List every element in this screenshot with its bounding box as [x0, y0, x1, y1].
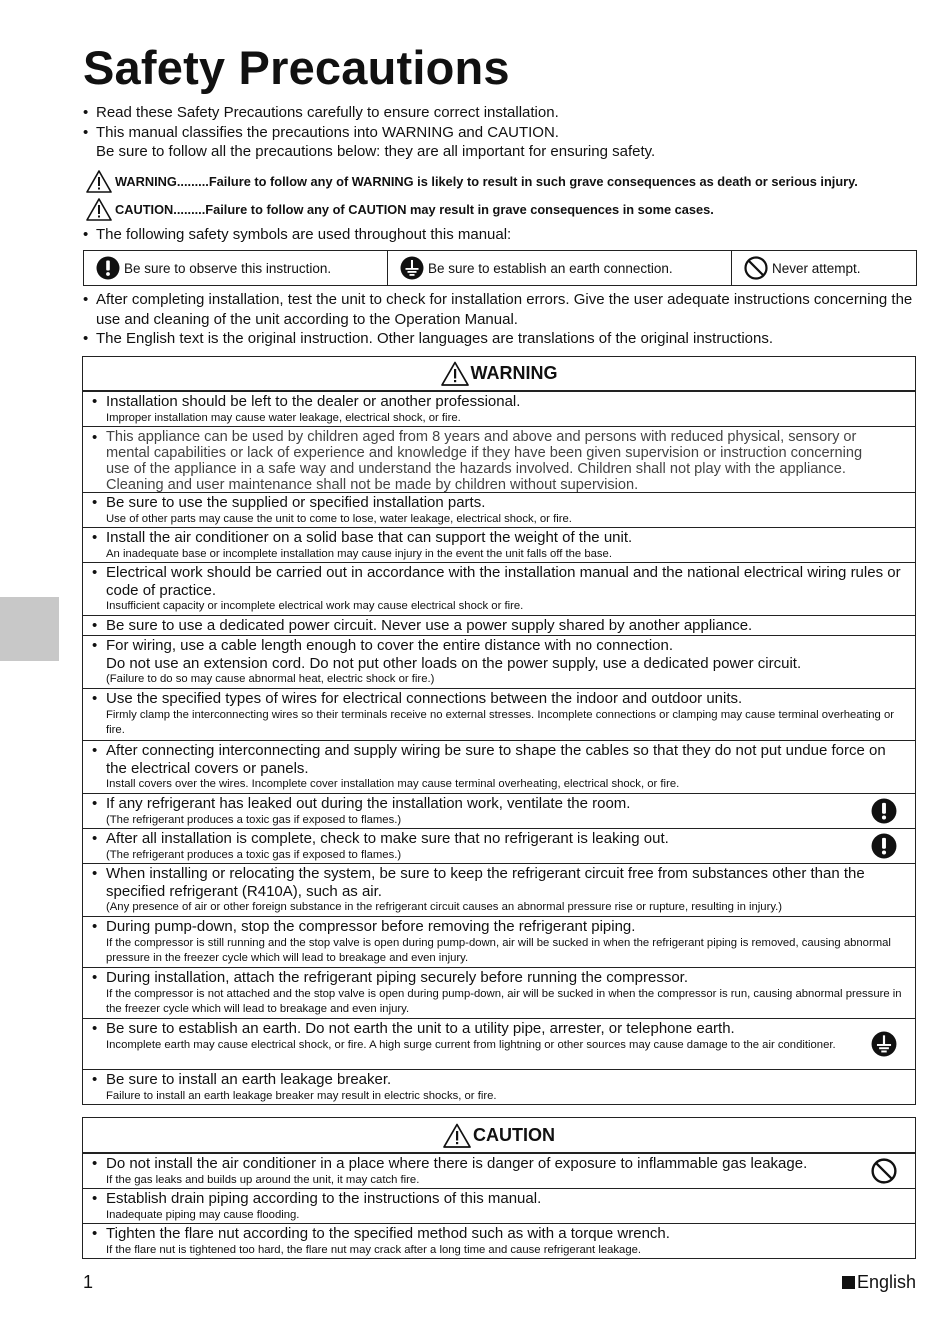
caution-item: • Tighten the flare nut according to the specified method such as with a torque wrench. If the flare nut is tightened too hard, the flare nut may crack after a long time and cause refrigerant leakage. [83, 1223, 915, 1258]
item-main: Electrical work should be carried out in accordance with the installation manual and the national electrical wiring rules or code of practice. [106, 564, 901, 599]
language-text: English [856, 1272, 916, 1292]
item-main: After all installation is complete, check to make sure that no refrigerant is leaking out. [106, 830, 669, 847]
warning-item: • Use the specified types of wires for electrical connections between the indoor and outdoor units. Firmly clamp the interconnecting wires so their terminals receive no external stresses. Incomplete connections or clamping may cause terminal overheating or fire. [83, 688, 915, 740]
item-sub: Inadequate piping may cause flooding. [106, 1208, 300, 1221]
page-title: Safety Precautions [83, 41, 510, 94]
symbols-intro-text: The following safety symbols are used throughout this manual: [96, 226, 512, 243]
warning-item: • For wiring, use a cable length enough to cover the entire distance with no connection. Do not use an extension cord. Do not put other loads on the power supply, use a dedicated power circuit. (Failure to do so may cause abnormal heat, electric shock or fire.) [83, 635, 915, 688]
warning-box [82, 356, 916, 1105]
warning-item: • When installing or relocating the system, be sure to keep the refrigerant circuit free from substances other than the specified refrigerant (R410A), such as air. (Any presence of air or other foreign substance in the refrigerant circuit causes an abnormal pressure rise or rupture, resulting in injury.) [83, 863, 915, 916]
item-sub: Install covers over the wires. Incomplete cover installation may cause terminal overheating, electrical shock, or fire. [106, 778, 680, 790]
item-main: When installing or relocating the system, be sure to keep the refrigerant circuit free from substances other than the specified refrigerant (R410A), such as air. [106, 865, 865, 900]
page-number: 1 [83, 1272, 94, 1292]
symbols-intro: • The following safety symbols are used throughout this manual: [83, 225, 923, 245]
section-tab [0, 597, 59, 661]
item-main: During installation, attach the refrigerant piping securely before running the compressor. [106, 969, 688, 986]
item-sub: If the compressor is still running and the stop valve is open during pump-down, air will be sucked in when the refrigerant piping is removed, causing abnormal pressure in the freezer cycle which will lead to breakage and even injury. [106, 936, 891, 964]
notes-list [83, 290, 923, 349]
symbols-table [83, 250, 917, 286]
item-sub: (The refrigerant produces a toxic gas if exposed to flames.) [106, 813, 402, 826]
warning-level-text: Failure to follow any of WARNING is likely to result in such grave consequences as death or serious injury. [208, 174, 858, 189]
item-main: Install the air conditioner on a solid base that can support the weight of the unit. [106, 529, 633, 546]
item-main: Be sure to use a dedicated power circuit. Never use a power supply shared by another appliance. [106, 617, 753, 634]
caution-box-header [83, 1118, 915, 1153]
square-bullet-icon [842, 1276, 855, 1289]
item-main: This appliance can be used by children aged from 8 years and above and persons with reduced physical, sensory or mental capabilities or lack of experience and knowledge if they have been given supervision or instruction concerning use of the appliance in a safe way and understand the hazards involved. Children shall not play with the appliance. Cleaning and user maintenance shall not be made by children without supervision. [106, 429, 863, 493]
caution-level-label: CAUTION......... [115, 202, 206, 217]
note-item: • The English text is the original instruction. Other languages are translations of the original instructions. [83, 329, 923, 349]
item-sub: An inadequate base or incomplete installation may cause injury in the event the unit falls off the base. [106, 547, 612, 560]
caution-item: • Establish drain piping according to the instructions of this manual. Inadequate piping may cause flooding. [83, 1188, 915, 1223]
warning-item: • During pump-down, stop the compressor before removing the refrigerant piping. If the compressor is still running and the stop valve is open during pump-down, air will be sucked in when the refrigerant piping is removed, causing abnormal pressure in the freezer cycle which will lead to breakage and even injury. [83, 916, 915, 967]
caution-level-definition [86, 198, 714, 221]
intro-list [83, 103, 923, 162]
warning-box-title: WARNING [470, 363, 558, 383]
intro-text: Be sure to follow all the precautions below: they are all important for ensuring safety. [96, 143, 656, 160]
warning-level-label: WARNING......... [115, 174, 209, 189]
intro-text: This manual classifies the precautions into WARNING and CAUTION. [96, 123, 559, 141]
intro-item: • This manual classifies the precautions into WARNING and CAUTION. [83, 123, 923, 143]
language-label [842, 1272, 916, 1293]
symbol-cell [731, 251, 916, 285]
item-main: For wiring, use a cable length enough to cover the entire distance with no connection. [106, 637, 674, 654]
warning-item: • After connecting interconnecting and supply wiring be sure to shape the cables so that they do not put undue force on the electrical covers or panels. Install covers over the wires. Incomplete cover installation may cause terminal overheating, electrical shock, or fire. [83, 740, 915, 793]
item-sub: If the compressor is not attached and the stop valve is open during pump-down, air will be sucked in when the compressor is run, causing abnormal pressure in the freezer cycle which will lead to breakage and even injury. [106, 987, 902, 1015]
caution-triangle-icon [86, 198, 112, 221]
caution-item: • Do not install the air conditioner in a place where there is danger of exposure to inflammable gas leakage. If the gas leaks and builds up around the unit, it may catch fire. [83, 1153, 915, 1188]
item-main: Be sure to install an earth leakage breaker. [106, 1071, 392, 1088]
caution-triangle-icon [443, 1123, 471, 1148]
item-main: Do not install the air conditioner in a place where there is danger of exposure to inflammable gas leakage. [106, 1155, 808, 1172]
item-main: During pump-down, stop the compressor before removing the refrigerant piping. [106, 918, 636, 935]
item-main: Be sure to establish an earth. Do not earth the unit to a utility pipe, arrester, or telephone earth. [106, 1020, 735, 1037]
symbol-label: Be sure to establish an earth connection. [428, 260, 673, 276]
prohibited-icon [871, 1158, 897, 1184]
item-main: Use the specified types of wires for electrical connections between the indoor and outdoor units. [106, 690, 743, 707]
item-main: Installation should be left to the dealer or another professional. [106, 393, 521, 410]
item-main: Tighten the flare nut according to the specified method such as with a torque wrench. [106, 1225, 670, 1242]
intro-item [83, 142, 923, 162]
caution-level-text: Failure to follow any of CAUTION may result in grave consequences in some cases. [205, 202, 714, 217]
symbol-cell [84, 251, 387, 285]
warning-item: • Be sure to use a dedicated power circuit. Never use a power supply shared by another appliance. [83, 615, 915, 635]
item-sub: (Any presence of air or other foreign substance in the refrigerant circuit causes an abnormal pressure rise or rupture, resulting in injury.) [106, 901, 783, 913]
item-main: After connecting interconnecting and supply wiring be sure to shape the cables so that they do not put undue force on the electrical covers or panels. [106, 742, 886, 777]
exclamation-icon [96, 256, 120, 280]
item-main-cont: Do not use an extension cord. Do not put other loads on the power supply, use a dedicated power circuit. [106, 654, 802, 672]
item-main: Establish drain piping according to the instructions of this manual. [106, 1190, 542, 1207]
warning-item: • After all installation is complete, check to make sure that no refrigerant is leaking out. (The refrigerant produces a toxic gas if exposed to flames.) [83, 828, 915, 863]
warning-item: • Install the air conditioner on a solid base that can support the weight of the unit. An inadequate base or incomplete installation may cause injury in the event the unit falls off the base. [83, 527, 915, 562]
exclamation-icon [871, 798, 897, 824]
symbol-cell [387, 251, 731, 285]
warning-level-definition [86, 170, 858, 193]
intro-item: • Read these Safety Precautions carefully to ensure correct installation. [83, 103, 923, 123]
exclamation-icon [871, 833, 897, 859]
note-item: • After completing installation, test the unit to check for installation errors. Give the user adequate instructions concerning the use and cleaning of the unit according to the Operation Manual. [83, 290, 923, 329]
item-sub: If the flare nut is tightened too hard, the flare nut may crack after a long time and cause refrigerant leakage. [106, 1243, 642, 1256]
symbol-label: Never attempt. [772, 260, 861, 276]
warning-item: • Be sure to use the supplied or specified installation parts. Use of other parts may cause the unit to come to lose, water leakage, electrical shock, or fire. [83, 492, 915, 527]
warning-item: • During installation, attach the refrigerant piping securely before running the compressor. If the compressor is not attached and the stop valve is open during pump-down, air will be sucked in when the compressor is run, causing abnormal pressure in the freezer cycle which will lead to breakage and even injury. [83, 967, 915, 1018]
item-sub: Incomplete earth may cause electrical shock, or fire. A high surge current from lightning or other sources may cause damage to the air conditioner. [106, 1038, 836, 1051]
item-sub: Firmly clamp the interconnecting wires so their terminals receive no external stresses. Incomplete connections or clamping may cause terminal overheating or fire. [106, 708, 894, 736]
intro-text: Read these Safety Precautions carefully to ensure correct installation. [96, 104, 559, 121]
warning-item: • Installation should be left to the dealer or another professional. Improper installation may cause water leakage, electrical shock, or fire. [83, 391, 915, 426]
warning-item: • Be sure to install an earth leakage breaker. Failure to install an earth leakage breaker may result in electric shocks, or fire. [83, 1069, 915, 1104]
item-main: Be sure to use the supplied or specified installation parts. [106, 494, 486, 511]
item-sub: Improper installation may cause water leakage, electrical shock, or fire. [106, 411, 461, 424]
caution-box [82, 1117, 916, 1259]
earth-icon [400, 256, 424, 280]
item-sub: (Failure to do so may cause abnormal heat, electric shock or fire.) [106, 673, 435, 685]
item-sub: (The refrigerant produces a toxic gas if exposed to flames.) [106, 848, 402, 861]
note-text: The English text is the original instruction. Other languages are translations of the original instructions. [96, 330, 774, 347]
symbol-label: Be sure to observe this instruction. [124, 260, 332, 276]
item-sub: Insufficient capacity or incomplete electrical work may cause electrical shock or fire. [106, 600, 524, 612]
note-text: After completing installation, test the unit to check for installation errors. Give the user adequate instructions concerning the use and cleaning of the unit according to the Operation Manual. [96, 291, 913, 328]
item-sub: If the gas leaks and builds up around the unit, it may catch fire. [106, 1173, 420, 1186]
warning-item: • Be sure to establish an earth. Do not earth the unit to a utility pipe, arrester, or telephone earth. Incomplete earth may cause electrical shock, or fire. A high surge current from lightning or other sources may cause damage to the air conditioner. [83, 1018, 915, 1069]
warning-item: • This appliance can be used by children aged from 8 years and above and persons with reduced physical, sensory or mental capabilities or lack of experience and knowledge if they have been given supervision or instruction concerning use of the appliance in a safe way and understand the hazards involved. Children shall not play with the appliance. Cleaning and user maintenance shall not be made by children without supervision. [83, 426, 915, 492]
prohibited-icon [744, 256, 768, 280]
caution-box-title: CAUTION [473, 1124, 555, 1145]
earth-icon [871, 1031, 897, 1057]
warning-triangle-icon [86, 170, 112, 193]
item-sub: Failure to install an earth leakage breaker may result in electric shocks, or fire. [106, 1089, 497, 1102]
warning-item: • If any refrigerant has leaked out during the installation work, ventilate the room. (The refrigerant produces a toxic gas if exposed to flames.) [83, 793, 915, 828]
warning-triangle-icon [441, 361, 469, 386]
item-sub: Use of other parts may cause the unit to come to lose, water leakage, electrical shock, or fire. [106, 512, 572, 525]
warning-box-header [83, 357, 915, 391]
item-main: If any refrigerant has leaked out during the installation work, ventilate the room. [106, 795, 631, 812]
warning-item: • Electrical work should be carried out in accordance with the installation manual and the national electrical wiring rules or code of practice. Insufficient capacity or incomplete electrical work may cause electrical shock or fire. [83, 562, 915, 615]
